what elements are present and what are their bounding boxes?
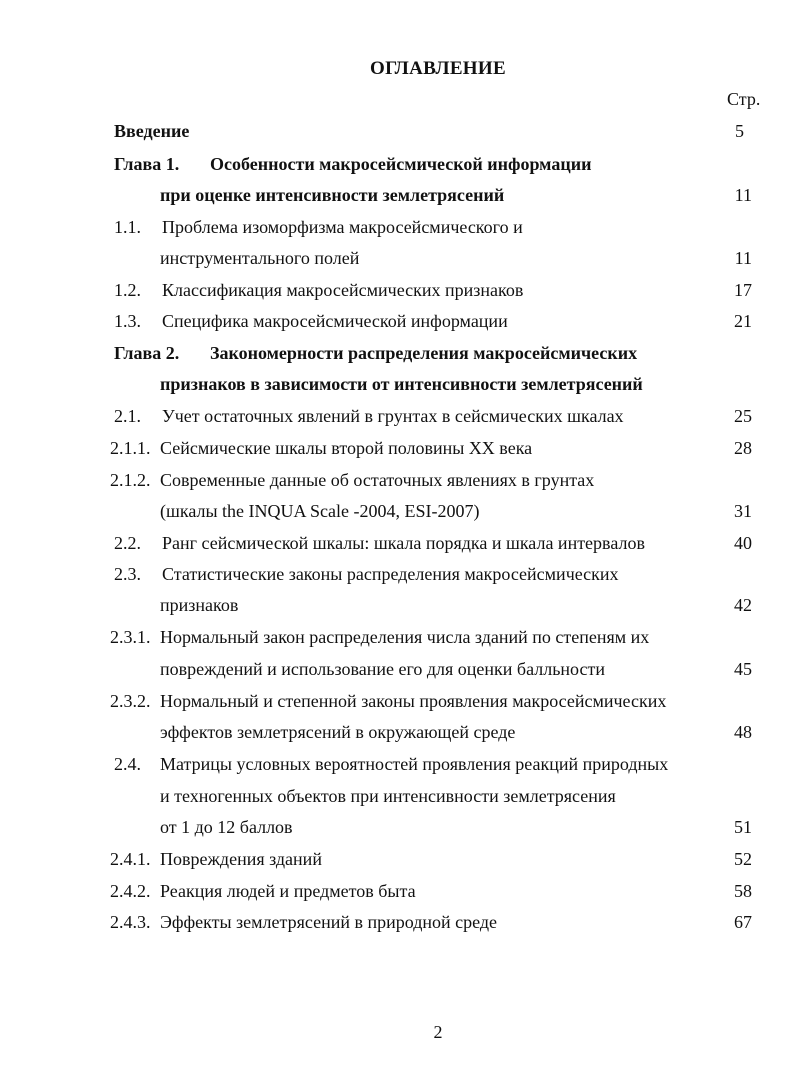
toc-entry-page: 21 xyxy=(734,311,752,331)
toc-entry-number: 2.4.1. xyxy=(110,849,151,869)
toc-entry-title: Нормальный и степенной законы проявления макросейсмических xyxy=(160,691,667,711)
toc-entry-title: Эффекты землетрясений в природной среде xyxy=(160,912,498,932)
toc-entry-page: 42 xyxy=(734,595,752,615)
toc-entry-number: Глава 1. xyxy=(114,154,180,174)
toc-entry-title: Нормальный закон распределения числа зданий по степеням их xyxy=(160,627,650,647)
page-column-label: Стр. xyxy=(727,89,761,109)
toc-entry-title: Специфика макросейсмической информации xyxy=(162,311,508,331)
toc-entry-title: Сейсмические шкалы второй половины XX века xyxy=(160,438,533,458)
toc-entry-title: Ранг сейсмической шкалы: шкала порядка и шкала интервалов xyxy=(162,533,645,553)
toc-entry-page: 25 xyxy=(734,406,752,426)
toc-entry-number: 2.4.2. xyxy=(110,881,151,901)
toc-entry-number: 1.3. xyxy=(114,311,141,331)
toc-entry-page: 17 xyxy=(734,280,752,300)
toc-entry-number: 2.2. xyxy=(114,533,141,553)
toc-entry-title: Особенности макросейсмической информации xyxy=(210,154,592,174)
toc-entry-page: 52 xyxy=(734,849,752,869)
toc-entry-page: 58 xyxy=(734,881,752,901)
toc-entry-number: 2.4.3. xyxy=(110,912,151,932)
toc-entry-page: 48 xyxy=(734,722,752,742)
toc-entry-title: Статистические законы распределения макросейсмических xyxy=(162,564,619,584)
toc-entry-number: 2.1.2. xyxy=(110,470,151,490)
toc-entry-title-continued: при оценке интенсивности землетрясений xyxy=(160,185,505,205)
toc-entry-title-continued: инструментального полей xyxy=(160,248,360,268)
page-title: ОГЛАВЛЕНИЕ xyxy=(370,58,506,79)
toc-entry-page: 28 xyxy=(734,438,752,458)
toc-entry-title-continued: и техногенных объектов при интенсивности землетрясения xyxy=(160,786,616,806)
toc-entry-page: 31 xyxy=(734,501,752,521)
toc-entry-title: Современные данные об остаточных явлениях в грунтах xyxy=(160,470,595,490)
toc-entry-page: 40 xyxy=(734,533,752,553)
toc-entry-number: 1.1. xyxy=(114,217,141,237)
toc-entry-title: Классификация макросейсмических признаков xyxy=(162,280,524,300)
toc-entry-title-continued: признаков в зависимости от интенсивности землетрясений xyxy=(160,374,643,394)
toc-entry-intro-label: Введение xyxy=(114,121,190,141)
toc-entry-title-continued: повреждений и использование его для оценки балльности xyxy=(160,659,605,679)
toc-entry-number: Глава 2. xyxy=(114,343,180,363)
toc-entry-title: Матрицы условных вероятностей проявления реакций природных xyxy=(160,754,669,774)
toc-entry-page: 5 xyxy=(735,121,744,141)
toc-entry-number: 1.2. xyxy=(114,280,141,300)
toc-entry-page: 51 xyxy=(734,817,752,837)
toc-entry-title: Проблема изоморфизма макросейсмического и xyxy=(162,217,523,237)
toc-entry-number: 2.1. xyxy=(114,406,141,426)
page-number: 2 xyxy=(433,1022,443,1042)
toc-entry-number: 2.1.1. xyxy=(110,438,151,458)
toc-entry-title: Реакция людей и предметов быта xyxy=(160,881,416,901)
toc-entry-title: Учет остаточных явлений в грунтах в сейсмических шкалах xyxy=(162,406,624,426)
toc-entry-page: 67 xyxy=(734,912,752,932)
toc-entry-number: 2.3.2. xyxy=(110,691,151,711)
toc-entry-title: Повреждения зданий xyxy=(160,849,322,869)
toc-entry-page: 45 xyxy=(734,659,752,679)
toc-entry-number: 2.3.1. xyxy=(110,627,151,647)
toc-entry-title-continued: эффектов землетрясений в окружающей среде xyxy=(160,722,516,742)
toc-entry-title-continued: (шкалы the INQUA Scale -2004, ESI-2007) xyxy=(160,501,480,521)
toc-entry-title: Закономерности распределения макросейсмических xyxy=(210,343,638,363)
toc-entry-title-continued: признаков xyxy=(160,595,239,615)
toc-entry-title-continued: от 1 до 12 баллов xyxy=(160,817,293,837)
toc-entry-page: 11 xyxy=(734,185,752,205)
toc-entry-number: 2.4. xyxy=(114,754,141,774)
toc-entry-number: 2.3. xyxy=(114,564,141,584)
toc-entry-page: 11 xyxy=(734,248,752,268)
